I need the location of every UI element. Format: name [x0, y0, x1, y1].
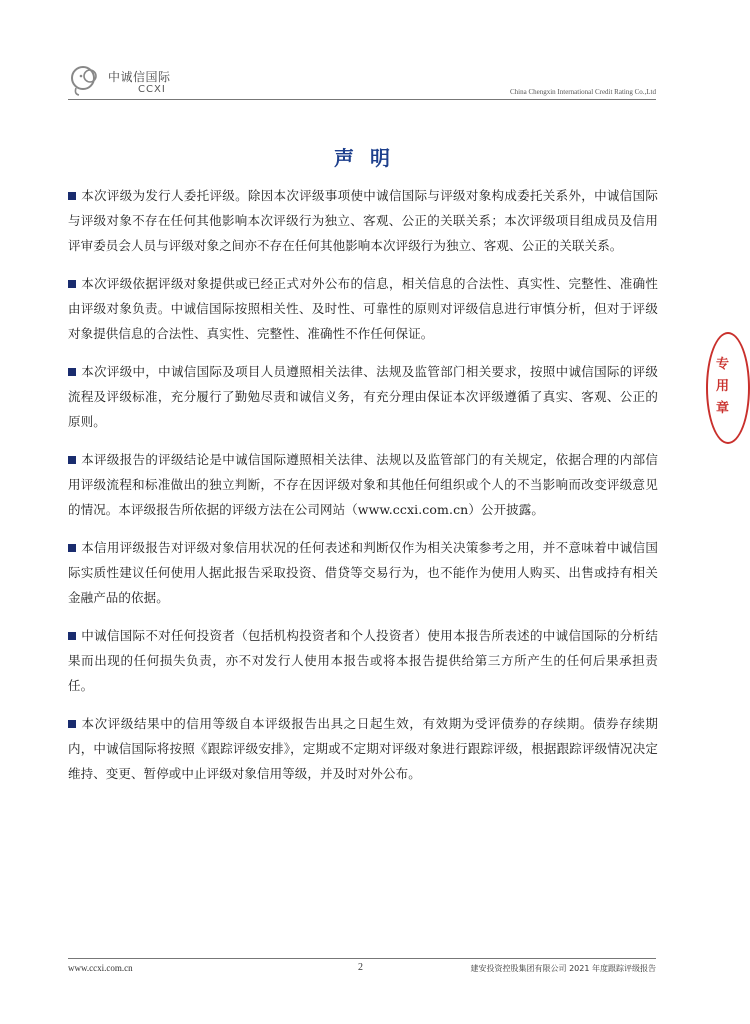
square-bullet-icon	[68, 280, 76, 288]
square-bullet-icon	[68, 544, 76, 552]
statement-paragraph	[68, 359, 658, 434]
paragraph-text: 本次评级中，中诚信国际及项目人员遵照相关法律、法规及监管部门相关要求，按照中诚信国际的评级流程及评级标准，充分履行了勤勉尽责和诚信义务，有充分理由保证本次评级遵循了真实、客观、公正的原则。	[68, 364, 658, 429]
square-bullet-icon	[68, 456, 76, 464]
seal-text: 专用章	[716, 357, 730, 416]
paragraph-text: 本评级报告的评级结论是中诚信国际遵照相关法律、法规以及监管部门的有关规定，依据合理的内部信用评级流程和标准做出的独立判断，不存在因评级对象和其他任何组织或个人的不当影响而改变评级意见的情况。本评级报告所依据的评级方法在公司网站（www.ccxi.com.cn）公开披露。	[68, 452, 658, 517]
statement-paragraph	[68, 447, 658, 522]
paragraph-text: 本次评级依据评级对象提供或已经正式对外公布的信息，相关信息的合法性、真实性、完整性、准确性由评级对象负责。中诚信国际按照相关性、及时性、可靠性的原则对评级信息进行审慎分析，但对于评级对象提供信息的合法性、真实性、完整性、准确性不作任何保证。	[68, 276, 658, 341]
footer-divider	[68, 958, 656, 959]
ccxi-logo	[68, 62, 188, 102]
logo-english-name: CCXI	[138, 84, 166, 95]
elephant-logo-icon	[68, 62, 104, 98]
statement-paragraph	[68, 183, 658, 258]
square-bullet-icon	[68, 368, 76, 376]
statement-paragraph	[68, 271, 658, 346]
footer-website: www.ccxi.com.cn	[68, 963, 133, 973]
page-header	[68, 62, 656, 102]
paragraph-text: 本信用评级报告对评级对象信用状况的任何表述和判断仅作为相关决策参考之用，并不意味着中诚信国际实质性建议任何使用人据此报告采取投资、借贷等交易行为，也不能作为使用人购买、出售或持有相关金融产品的依据。	[68, 540, 658, 605]
square-bullet-icon	[68, 192, 76, 200]
official-seal-stamp	[706, 332, 750, 444]
page-number: 2	[358, 962, 363, 973]
page-title: 声明	[334, 146, 406, 170]
company-english-name: China Chengxin International Credit Rating Co.,Ltd	[509, 88, 656, 96]
paragraph-text: 本次评级为发行人委托评级。除因本次评级事项使中诚信国际与评级对象构成委托关系外，中诚信国际与评级对象不存在任何其他影响本次评级行为独立、客观、公正的关联关系；本次评级项目组成员及信用评审委员会人员与评级对象之间亦不存在任何其他影响本次评级行为独立、客观、公正的关联关系。	[68, 188, 658, 253]
paragraph-text: 本次评级结果中的信用等级自本评级报告出具之日起生效，有效期为受评债券的存续期。债券存续期内，中诚信国际将按照《跟踪评级安排》，定期或不定期对评级对象进行跟踪评级，根据跟踪评级情况决定维持、变更、暂停或中止评级对象信用等级，并及时对外公布。	[68, 716, 658, 781]
statement-paragraph	[68, 535, 658, 610]
footer-report-title: 建安投资控股集团有限公司 2021 年度跟踪评级报告	[470, 964, 656, 973]
statement-paragraph	[68, 711, 658, 786]
logo-chinese-name: 中诚信国际	[108, 70, 171, 84]
statement-body	[68, 183, 658, 799]
statement-paragraph	[68, 623, 658, 698]
square-bullet-icon	[68, 720, 76, 728]
paragraph-text: 中诚信国际不对任何投资者（包括机构投资者和个人投资者）使用本报告所表述的中诚信国际的分析结果而出现的任何损失负责，亦不对发行人使用本报告或将本报告提供给第三方所产生的任何后果承担责任。	[68, 628, 658, 693]
square-bullet-icon	[68, 632, 76, 640]
header-divider	[68, 99, 656, 100]
